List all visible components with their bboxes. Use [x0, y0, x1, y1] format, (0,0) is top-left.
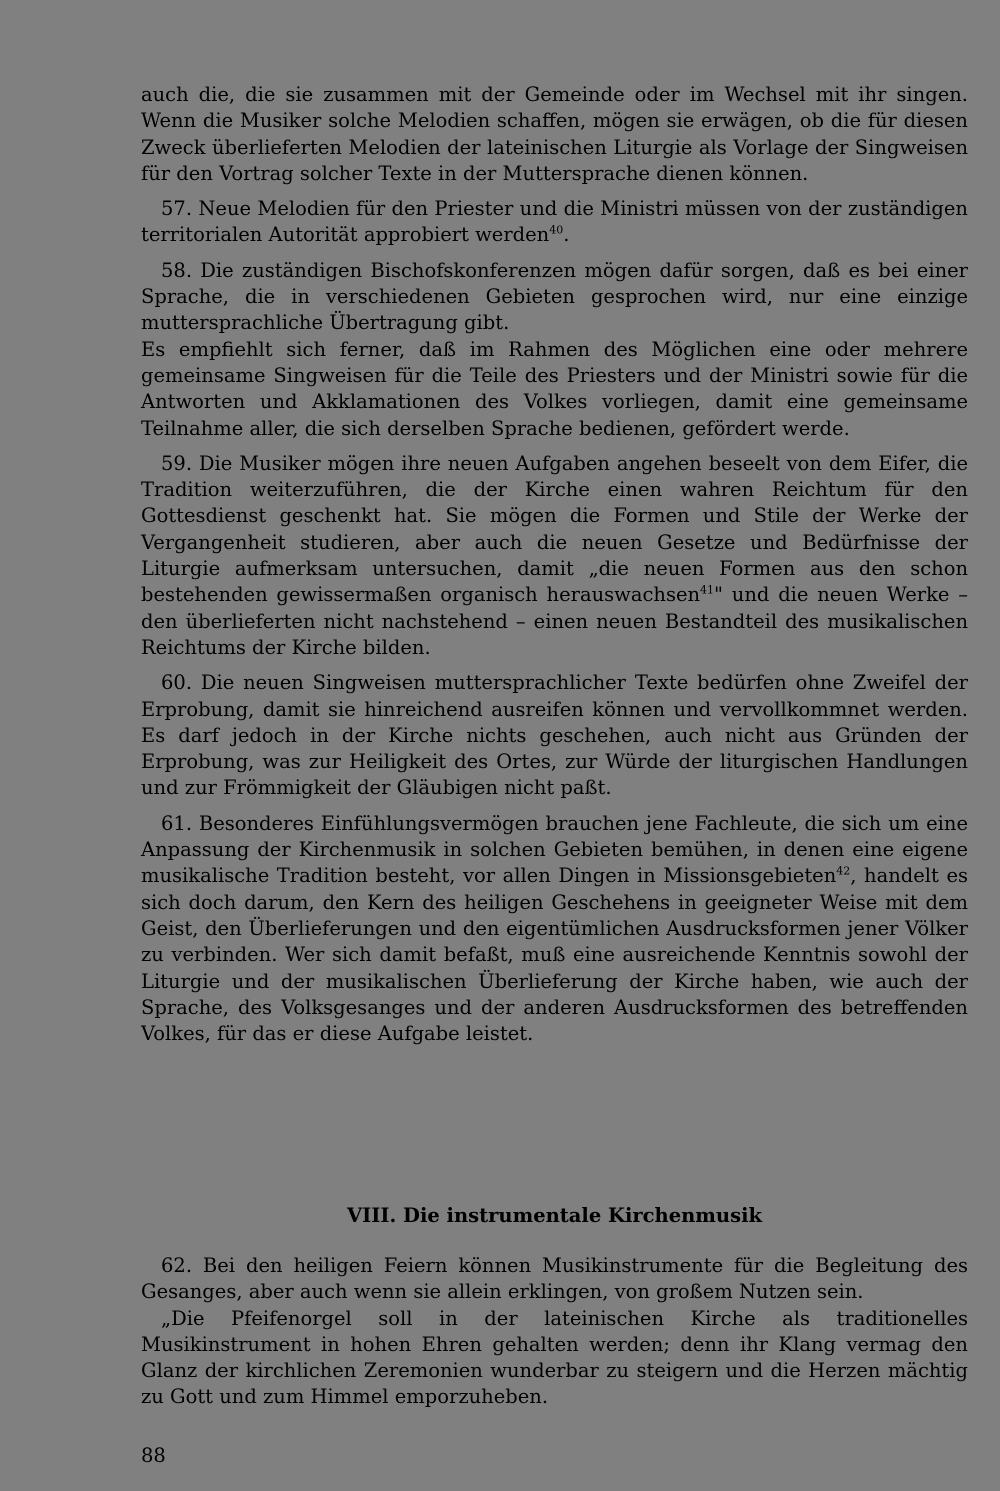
body-text-bottom	[141, 1253, 968, 1411]
paragraph-62: 62. Bei den heiligen Feiern können Musikinstrumente für die Begleitung des Gesanges, aber auch wenn sie allein erklingen, von großem Nutzen sein.	[141, 1254, 968, 1304]
body-text-top	[141, 82, 968, 1047]
footnote-ref-41: 41	[700, 583, 715, 597]
paragraph-58: 58. Die zuständigen Bischofskonferenzen mögen dafür sorgen, daß es bei einer Sprache, die in verschiedenen Gebieten gesprochen wird, nur eine einzige muttersprachliche Übertragung gibt.	[141, 258, 968, 335]
paragraph-59-tail: " und die neuen Werke – den überlieferten nicht nachstehend – einen neuen Bestandteil des musikalischen Reichtums der Kirche bilden.	[141, 583, 968, 659]
paragraph-58-continued: Es empfiehlt sich ferner, daß im Rahmen des Möglichen eine oder mehrere gemeinsame Singweisen für die Teile des Priesters und der Ministri sowie für die Antworten und Akklamationen des Volkes vorliegen, damit eine gemeinsame Teilnahme aller, die sich derselben Sprache bedienen, gefördert werde.	[141, 337, 968, 440]
paragraph-62-quote: „Die Pfeifenorgel soll in der lateinischen Kirche als traditionelles Musikinstrument in hohen Ehren gehalten werden; denn ihr Klang vermag den Glanz der kirchlichen Zeremonien wunderbar zu steigern und die Herzen mächtig zu Gott und zum Himmel emporzuheben.	[141, 1306, 968, 1409]
paragraph-59	[141, 451, 968, 661]
paragraph-61-text: 61. Besonderes Einfühlungsvermögen brauchen jene Fachleute, die sich um eine Anpassung der Kirchenmusik in solchen Gebieten bemühen, in denen eine eigene musikalische Tradition besteht, vor allen Dingen in Missionsgebieten	[141, 811, 968, 888]
paragraph-61	[141, 811, 968, 1048]
paragraph-57-tail: .	[563, 223, 570, 247]
paragraph-60: 60. Die neuen Singweisen muttersprachlicher Texte bedürfen ohne Zweifel der Erprobung, damit sie hinreichend ausreifen können und vervollkommnet werden. Es darf jedoch in der Kirche nichts geschehen, auch nicht aus Gründen der Erprobung, was zur Heiligkeit des Ortes, zur Würde der liturgischen Handlungen und zur Frömmigkeit der Gläubigen nicht paßt.	[141, 671, 968, 800]
paragraph-continuation: auch die, die sie zusammen mit der Gemeinde oder im Wechsel mit ihr singen. Wenn die Musiker solche Melodien schaffen, mögen sie erwägen, ob die für diesen Zweck überlieferten Melodien der lateinischen Liturgie als Vorlage der Singweisen für den Vortrag solcher Texte in der Muttersprache dienen können.	[141, 83, 968, 185]
footnote-ref-40: 40	[549, 223, 564, 237]
section-heading: VIII. Die instrumentale Kirchenmusik	[346, 1204, 763, 1227]
page-number: 88	[141, 1444, 166, 1467]
paragraph-61-tail: , handelt es sich doch darum, den Kern des heiligen Geschehens in geeigneter Weise mit dem Geist, den Überlieferungen und den eigentümlichen Ausdrucksformen jener Völker zu verbinden. Wer sich damit befaßt, muß eine ausreichende Kenntnis sowohl der Liturgie und der musikalischen Überlieferung der Kirche haben, wie auch der Sprache, des Volksgesanges und der anderen Ausdrucksformen des betreffenden Volkes, für das er diese Aufgabe leistet.	[141, 864, 968, 1046]
paragraph-57	[141, 196, 968, 249]
footnote-ref-42: 42	[836, 864, 851, 878]
paragraph-59-text: 59. Die Musiker mögen ihre neuen Aufgaben angehen beseelt von dem Eifer, die Tradition weiterzuführen, die der Kirche einen wahren Reichtum für den Gottesdienst geschenkt hat. Sie mögen die Formen und Stile der Werke der Vergangenheit studieren, aber auch die neuen Gesetze und Bedürfnisse der Liturgie aufmerksam untersuchen, damit „die neuen Formen aus den schon bestehenden gewissermaßen organisch herauswachsen	[141, 451, 968, 607]
paragraph-57-text: 57. Neue Melodien für den Priester und die Ministri müssen von der zuständigen territorialen Autorität approbiert werden	[141, 197, 968, 247]
